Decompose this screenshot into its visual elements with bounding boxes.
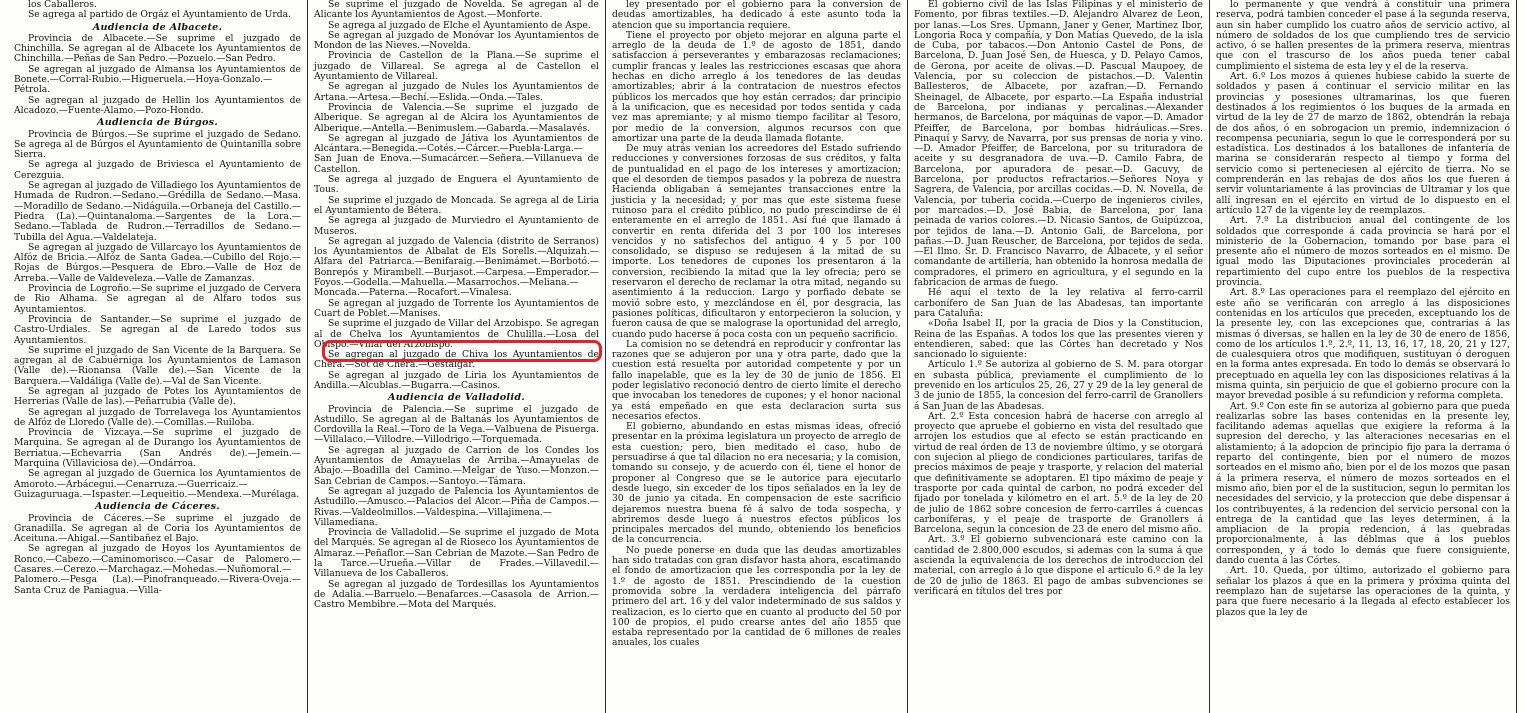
paragraph: La comision no se detendrá en reproducir y confrontar las razones que se adujeron por una y otra parte, dado que la cuestion está resuelta por autoridad competente y por un fallo inapelable, que es la ley de 30 de junio de 1856. El poder legislativo reconoció dentro de cierto límite el derecho que invocaban los tenedores de cupones; y el honor nacional ya está empeñado en que esta declaracion surta sus necesarios efectos.: [612, 338, 901, 422]
section-heading: Audiencia de Valladolid.: [388, 392, 525, 404]
column-5: [1210, 0, 1517, 713]
column-2: [308, 0, 606, 713]
paragraph: Se agregan al juzgado de Játiva los Ayuntamientos de Alcántara.—Benegida.—Cotés.—Cárcer.—Puebla-Larga.—San Juan de Enova.—Sumacárcer.—Señera.—Villanueva de Castellon.: [314, 132, 599, 175]
column-4: [908, 0, 1210, 713]
section-heading: Audiencia de Cáceres.: [94, 501, 221, 513]
paragraph: Se agregan al juzgado de Tordesillas los Ayuntamientos de Adalia.—Barruelo.—Benafarces.—Casasola de Arrion.—Castro Membibre.—Mota del Marqués.: [314, 578, 599, 611]
paragraph: El gobierno civil de las Islas Filipinas y el ministerio de Fomento, por fibras textiles.—D. Alejandro Alvarez de Leon, por lanas.—Los Sres. Upmann, Janer y Gener, Martinez Ibor, Longoria Roca y compañía, y Don Matías Quevedo, de la isla de Cuba, por tabacos.—Don Antonio Castel de Pons, de Barcelona, D. Juan José Sen, de Huesca, y D. Pelayo Camos, de Gerona, por aceite de olivas.—D. Pascual Maupoey, de Valencia, por su coleccion de pistachos.—D. Valentin Ballesteros, de Albacete, por azafran.—D. Fernando Sheinagel, de Albacete, por esparto.—La España industrial de Barcelona, por indianas y percalinas.—Alexander hermanos, de Barcelona, por máquinas de vapor.—D. Amador Pfeiffer, de Barcelona, por bombas hidráulicas.—Sres. Pinaquí y Sarvy, de Navarra, por sus prensas de noria y vino.—D. Amador Pfeiffer, de Barcelona, por su trituradora de aceite y su desgranadora de uva.—D. Camilo Fabra, de Barcelona, por apuradora de pesar.—D. Gacuvy, de Barcelona, por productos refractarios.—Señores Noya y Sagrera, de Valencia, por arcillas cocidas.—D. N. Novella, de Valencia, por tuberia cocida.—Cuerpo de ingenieros civiles, por marcados.—D. José Babia, de Barcelona, por lana peinada de varios colores.—D. Nicasio Santos, de Guipúzcoa, por tejidos de lana.—D. Antonio Gali, de Barcelona, por pañas.—D. Juan Reuscher, de Barcelona, por tejidos de seda.—El Ilmo. Sr. D. Francisco Navarro, de Albacete, y el señor comandante de artillería, han obtenido la honrosa medalla de compradores, el primero en agricultura, y el segundo en la fabricacion de armas de fuego.: [914, 0, 1203, 289]
paragraph: Provincia de Albacete.—Se suprime el juzgado de Chinchilla. Se agregan al de Albacete los Ayuntamientos de Chinchilla.—Peñas de San Pedro.—Pozuelo.—San Pedro.: [14, 32, 301, 65]
paragraph: ley presentado por el gobierno para la conversion de deudas amortizables, ha dedicado á este asunto toda la atencion que su importancia requiere.: [612, 0, 901, 31]
paragraph: Art. 10. Queda, por último, autorizado el gobierno para señalar los plazos á que en la primera y próxima quinta del reemplazo han de sujetarse las operaciones de la quinta, y para que fuere necesario á la llegada al efecto establecer los plazos que la ley de: [1216, 565, 1510, 618]
paragraph: Se agregan al juzgado de Carrion de los Condes los Ayuntamientos de Amayuelas de Arriba.—Amayuelas de Abajo.—Boadilla del Camino.—Melgar de Yuso.—Monzon.—San Cebrian de Campos.—Santoyo.—Támara.: [314, 444, 599, 487]
section-heading: Audiencia de Búrgos.: [96, 117, 219, 129]
paragraph: Se agregan al juzgado de Villarcayo los Ayuntamientos de Alfóz de Bricia.—Alfóz de Santa Gadea.—Cubillo del Rojo.—Rojas de Búrgos.—Pesquera de Ebro.—Valle de Hoz de Arreba.—Valle de Valdeveleza.—Valle de Zamanzas.: [14, 241, 301, 284]
paragraph: Se agrega al juzgado de Enguera el Ayuntamiento de Tous.: [314, 174, 599, 196]
paragraph: lo permanente y que vendrá á constituir una primera reserva, podrá tambien conceder el pase á la segunda reserva, aun sin haber cumplido los cuatro años de servicio activo, al número de soldados de los que cumpliendo tres de servicio activo, ó se hallen presentes de la primera reserva, mientras que con el trascurso de los años pueda tener cabal cumplimiento el sistema de esta ley y el de la reserva.: [1216, 0, 1510, 72]
paragraph: Se agrega al partido de Orgáz el Ayuntamiento de Urda.: [28, 9, 292, 21]
paragraph: Se agrega al juzgado de Murviedro el Ayuntamiento de Museros.: [314, 215, 599, 237]
paragraph: Se suprime el juzgado de Moncada. Se agrega al de Liria el Ayuntamiento de Bétera.: [314, 194, 599, 216]
paragraph: Se agregan al juzgado de Torrelavega los Ayuntamientos de Alfóz de Lloredo (Valle de).—Comillas.—Ruiloba.: [14, 406, 301, 428]
paragraph: Artículo 1.º Se autoriza al gobierno de S. M. para otorgar en subasta pública, previamente el cumplimiento de lo prevenido en los artículos 25, 26, 27 y 29 de la ley general de 3 de junio de 1855, la concesion del ferro-carril de Granollers á San Juan de las Abadesas.: [914, 359, 1203, 412]
paragraph: Art. 7.º La distribucion anual del contingente de los soldados que corresponde á cada provincia se hará por el ministerio de la Gobernacion, tomando por base para el presente año el número de mozos sorteados en el mismo. De igual modo las Diputaciones provinciales procederán al repartimiento del cupo entre los pueblos de la respectiva provincia.: [1216, 215, 1510, 289]
paragraph: Art. 6.º Los mozos á quienes hubiese cabido la suerte de soldados y pasen á continuar el servicio militar en las provincias y posesiones ultramarinas, los que fueren destinados á los regimientos ó los buques de la armada en virtud de la ley de 27 de marzo de 1862, obtendrán la rebaja de dos años, ó en sobrogacion un premio, indemnizacion ó recompensa pecuniaria, segun lo que le corresponderá por su estadística. Los destinados á los batallones de infantería de marina se considerarán respecto al tiempo y forma del servicio como si perteneciesen al ejército de tierra. No se comprenderán en las rebajas de dos años los que fueren á servir voluntariamente á las provincias de Ultramar y los que allí ingresan en el ejército en virtud de lo dispuesto en el artículo 127 de la vigente ley de reemplazos.: [1216, 71, 1510, 216]
paragraph: Se agregan al juzgado de Villadiego los Ayuntamientos de Humada de Rudron.—Sedano.—Grédilla de Sedano.—Masa.—Moradillo de Sedano.—Nidáguila.—Orbaneja del Castillo.—Piedra (La).—Quintanaloma.—Sargentes de la Lora.—Sedano.—Tablada de Rudron.—Terradillos de Sedano.—Tubilla del Agua.—Valdelateja.: [14, 180, 301, 243]
paragraph: «Doña Isabel II, por la gracia de Dios y la Constitucion, Reina de las Españas. A todos los que las presentes vieren y entendieren, sabed: que las Córtes han decretado y Nos sancionado lo siguiente:: [914, 318, 1203, 361]
paragraph: Tiene el proyecto por objeto mejorar en alguna parte el arreglo de la deuda de 1.º de agosto de 1851, dando satisfaccion á perseverantes y embarazosas reclamaciones; cumplir francas y leales las restricciones escasas que ahora hechas en dicho arreglo á los tenedores de las deudas amortizables; abrir á la contratacion de nuestros efectos públicos los mercados que hoy están cerrados; dar principio á la unificacion, que es necesidad por todos sentida y cada vez mas apremiante; y al mismo tiempo facilitar al Tesoro, por medio de la conversion, algunos recursos con que amortizar una parte de la deuda llamada flotante.: [612, 29, 901, 144]
column-3: [606, 0, 908, 713]
paragraph: Provincia de Valencia.—Se suprime el juzgado de Alberique. Se agregan al de Alcira los Ayuntamientos de Alberique.—Antella.—Benimuslem.—Gabarda.—Masalavés.: [314, 101, 599, 134]
paragraph: Se suprime el juzgado de Novelda. Se agregan al de Alicante los Ayuntamientos de Agost.—Monforte.: [314, 0, 599, 21]
paragraph: Provincia de Vizcaya.—Se suprime el juzgado de Marquina. Se agregan al de Durango los Ayuntamientos de Berriatua.—Echevarria (San Andrés de).—Jemein.—Marquina (Villaviciosa de).—Ondárroa.: [14, 427, 301, 470]
paragraph: Se suprime el juzgado de San Vicente de la Barquera. Se agregan al de Cabuérniga los Ayuntamientos de Lamason (Valle de).—Rionansa (Valle de).—San Vicente de la Barquera.—Valdáliga (Valle de).—Val de San Vicente.: [14, 344, 301, 387]
paragraph: Hé aquí el texto de la ley relativa al ferro-carril carbonífero de San Juan de las Abadesas, tan importante para Cataluña:: [914, 287, 1203, 319]
paragraph: Provincia de Búrgos.—Se suprime el juzgado de Sedano. Se agrega al de Búrgos el Ayuntamiento de Quintanilla sobre Sierra.: [14, 128, 301, 161]
paragraph: Provincia de Valladolid.—Se suprime el juzgado de Mota del Marqués. Se agregan al de Rioseco los Ayuntamientos de Almaraz.—Peñaflor.—San Cebrian de Mazote.—San Pedro de la Tarce.—Urueña.—Villar de Frades.—Villavedil.—Villanueva de los Caballeros.: [314, 527, 599, 580]
paragraph: El gobierno, abundando en estas mismas ideas, ofreció presentar en la próxima legislatura un proyecto de arreglo de esta cuestion; pero, bien meditado el caso, hubo de persuadirse á que tal dilacion no era necesaria; y la comision, tomando su consejo, y de acuerdo con él, tiene el honor de proponer al Congreso que se le autorice para ejecutarlo desde luego, sin exceder de los tipos señalados en la ley de 30 de junio ya citada. En compensacion de este sacrificio dejaremos nuestra buena fé á salvo de toda sospecha, y abriremos desde luego á nuestros efectos públicos los principales mercados del mundo, obteniendo los beneficios de la concurrencia.: [612, 421, 901, 546]
paragraph: Art. 2.º Esta concesion habrá de hacerse con arreglo al proyecto que apruebe el gobierno en vista del resultado que arrojen los estudios que al efecto se están practicando en virtud de real órden de 13 de noviembre último, y se otorgará con sujecion al pliego de condiciones particulares, tarifas de precios máximos de peaje y trasporte, y relacion del material que definitivamente se adoptaren. El tipo máximo de peaje y trasporte por cada quintal de carbon, no podrá exceder del fijado por tonelada y kilómetro en el art. 5.º de la ley de 20 de julio de 1862 sobre concesion de ferro-carriles á cuencas carboníferas, y el peaje de trasporte de Granollers á Barcelona, segun la concesion de 23 de enero del mismo año.: [914, 410, 1203, 536]
paragraph: Provincia de Santander.—Se suprime el juzgado de Castro-Urdiales. Se agregan al de Laredo todos sus Ayuntamientos.: [14, 313, 301, 346]
paragraph: Art. 8.º Las operaciones para el reemplazo del ejército en este año se verificarán con arreglo á las disposiciones contenidas en los artículos que preceden, exceptuando los de la presente ley, con las excepciones que, contrarias á las mismas ó diversas, se hallen en la ley de 30 de enero de 1856, como de los artículos 1.º, 2.º, 11, 13, 16, 17, 18, 20, 21 y 127, de cualesquiera otros que modifiquen, sustituyan ó deroguen en la forma antes expresada. En todo lo demás se observará lo preceptuado en aquella ley con las disposiciones relativas á la misma quinta, sin perjuicio de que el gobierno procure con la mayor brevedad posible á su refundicion y reforma completa.: [1216, 287, 1510, 402]
paragraph: Se agregan al juzgado de Guernica los Ayuntamientos de Amoroto.—Arbácegui.—Cenarruza.—Guerricaiz.—Guizaguruaga.—Ispaster.—Lequeitio.—Mendexa.—Murélaga.: [14, 468, 301, 500]
paragraph: Provincia de Castellon de la Plana.—Se suprime el juzgado de Villareal. Se agrega al de Castellon el Ayuntamiento de Villareal.: [314, 50, 599, 83]
paragraph: los Caballeros.: [28, 0, 97, 10]
section-heading: Audiencia de Albacete.: [92, 21, 223, 33]
column-1: [8, 0, 308, 713]
paragraph: Se agregan al juzgado de Torrente los Ayuntamientos de Cuart de Poblet.—Manises.: [314, 297, 599, 319]
paragraph: Se agregan al juzgado de Liria los Ayuntamientos de Andilla.—Alcublas.—Bugarra.—Casinos.: [314, 369, 599, 391]
paragraph: Se agregan al juzgado de Potes los Ayuntamientos de Herrerias (Valle de las).—Peñarrubia (Valle de).: [14, 385, 301, 408]
paragraph: Se agregan al juzgado de Hoyos los Ayuntamientos de Ronco.—Cabezo.—Caminomorisco.—Casar de Palomero.—Casares.—Cerezo.—Marchagaz.—Mohedas.—Nuñomoral.—Palomero.—Pesga (La).—Pinofranqueado.—Rivera-Oveja.—Santa Cruz de Paniagua.—Villa-: [14, 543, 301, 596]
paragraph: Se agregan al juzgado de Valencia (distrito de Serranos) los Ayuntamientos de Albalat de Els Sorells.—Alquizah.—Alfara del Patriarca.—Benifaraig.—Benimámet.—Borbotó.—Bonrepós y Mirambell.—Burjasot.—Carpesa.—Emperador.—Foyos.—Godella.—Mahuella.—Masarrochos.—Meliana.—Moncada.—Paterna.—Rocafort.—Vinalesa.: [314, 235, 599, 299]
paragraph: Se agregan al juzgado de Almansa los Ayuntamientos de Bonete.—Corral-Rubio.—Higueruela.—Hoya-Gonzalo.—Pétrola.: [14, 63, 301, 96]
paragraph: Art. 3.º El gobierno subvencionará este camino con la cantidad de 2.800,000 escudos, si ademas con la suma á que ascienda la equivalencia de los derechos de introduccion del material, con arreglo á lo que dispone el artículo 6.º de la ley de 20 de julio de 1863. El pago de ambas subvenciones se verificará en títulos del tres por: [914, 534, 1203, 597]
paragraph: Se agrega al juzgado de Briviesca el Ayuntamiento de Cerezguia.: [14, 159, 301, 181]
paragraph: Se agrega al juzgado de Elche el Ayuntamiento de Aspe.: [328, 19, 591, 31]
paragraph: No puede ponerse en duda que las deudas amortizables han sido tratadas con gran disfavor hasta ahora, escatimando el fondo de amortizacion que les correspondia por la ley de 1.º de agosto de 1851. Prescindiendo de la cuestion promovida sobre la verdadera inteligencia del párrafo primero del art. 16 y del valor indeterminado de sus saldos y realizacion, es lo cierto que en cuanto al producto del 50 por 100 de propios, el pudo crearse antes del año 1855 que estaba representado por la cantidad de 6 millones de reales anuales, los cuales: [612, 544, 901, 649]
paragraph: Provincia de Logroño.—Se suprime el juzgado de Cervera de Rio Alhama. Se agregan al de Alfaro todos sus Ayuntamientos.: [14, 283, 301, 315]
paragraph: Se agregan al juzgado de Chiva los Ayuntamientos de Chera.—Sot de Chera.—Gestalgar.: [314, 349, 599, 371]
paragraph: De muy atrás venian los acreedores del Estado sufriendo reducciones y conversiones forzosas de sus créditos, y falta de puntualidad en el pago de los intereses y amortizacion; que el desorden de tiempos pasados y la pobreza de nuestra Hacienda obligaban á semejantes transacciones entre la justicia y la necesidad; y por mas que este sistema fuese ruinoso para el crédito público, no pudo prescindirse de él enteramente en el arreglo de 1851. Así fué que llamado á convertir en renta diferida del 3 por 100 los intereses vencidos y no satisfechos del antiguo 4 y 5 por 100 consolidado, se dispuso se redujesen á la mitad de su importe. Los tenedores de cupones los presentaron á la conversion, recibiendo la mitad que la ley ofrecia; pero se reservaron el derecho de reclamar la otra mitad, negando su asentimiento á la reduccion. Largo y porfiado debate se movió sobre esto, y mezclándose en él, por desgracia, las pasiones políticas, dificultaron y entorpecieron la solucion, y fueron causa de que se malograse la oportunidad del arreglo, cuando pudo hacerse á poca costa con un pequeño sacrificio.: [612, 143, 901, 340]
paragraph: Provincia de Cáceres.—Se suprime el juzgado de Granadilla. Se agregan al de Coria los Ayuntamientos de Aceituna.—Ahigal.—Santibañez el Bajo.: [14, 512, 301, 545]
paragraph: Provincia de Palencia.—Se suprime el juzgado de Astudillo. Se agregan al de Baltanás los Ayuntamientos de Cordovilla la Real.—Toro de la Vega.—Valbuena de Pisuerga.—Villalaco.—Villodre.—Villodrigo.—Torquemada.: [314, 403, 599, 446]
paragraph: Se agregan al juzgado de Monóvar los Ayuntamientos de Mondon de las Nieves.—Novelda.: [314, 29, 599, 52]
paragraph: Se agregan al juzgado de Nules los Ayuntamientos de Artana.—Artesa.—Bechí.—Eslida.—Onda.—Tales.: [314, 81, 599, 103]
paragraph: Se agregan al juzgado de Hellin los Ayuntamientos de Alcadozo.—Fuente-Alamo.—Pozo-Hondo.: [14, 94, 301, 116]
paragraph: Se suprime el juzgado de Villar del Arzobispo. Se agregan al de Chelva los Ayuntamientos de Chulilla.—Losa del Obispo.—Villar del Arzobispo.: [314, 318, 599, 350]
paragraph: Se agregan al juzgado de Palencia los Ayuntamientos de Astudillo.—Amusco.—Palacios del Alcor.—Piña de Campos.—Rivas.—Valdeolmillos.—Valdespina.—Villajimena.—Villamediana.: [314, 485, 599, 528]
paragraph: Art. 9.º Con este fin se autoriza al gobierno para que pueda realizarlas sobre las bases contenidas en la presente ley, facilitando ademas aquellas que exigiere la reforma á la supresion del derecho, y las alteraciones necesarias en el alistamiento; á la adopcion de principio fijo para la derrama ó reparto del contingente, bien por el número de mozos sorteados en el mismo año, bien por el de los mozos que pasan á la primera reserva, el número de mozos sorteados en el mismo año, bien por el de la sustitucion, segun lo permitan los necesidades del servicio, y la proteccion que debe dispensar á los contribuyentes, á la redencion del servicio personal con la entrega de la cantidad que las leyes determinen, á la ampliacion de la propia redencion, á las quebradas proporcionalmente, á las déblmas que á los pueblos corresponden, y á todo lo demás que fuere consiguiente, dando cuenta á las Córtes.: [1216, 400, 1510, 567]
